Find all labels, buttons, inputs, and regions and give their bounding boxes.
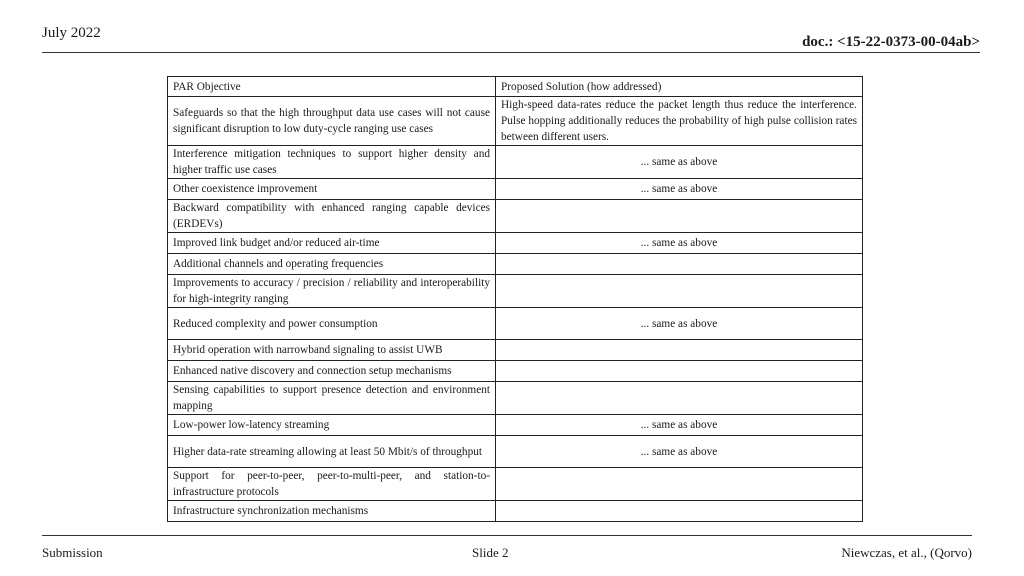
table-row (168, 501, 863, 522)
table-header-row (168, 77, 863, 97)
objective-cell: Additional channels and operating frequencies (168, 254, 496, 275)
solution-cell (496, 468, 863, 501)
solution-cell (496, 361, 863, 382)
solution-cell: ... same as above (496, 308, 863, 340)
table-row (168, 415, 863, 436)
solution-cell: High-speed data-rates reduce the packet length thus reduce the interference. Pulse hopping additionally reduces the probability of high pulse collision rates between different users. (496, 97, 863, 146)
solution-cell: ... same as above (496, 436, 863, 468)
table-row (168, 200, 863, 233)
header-doc-id: doc.: <15-22-0373-00-04ab> (802, 34, 980, 50)
solution-cell (496, 254, 863, 275)
objective-cell: Other coexistence improvement (168, 179, 496, 200)
solution-cell: ... same as above (496, 146, 863, 179)
solution-cell: ... same as above (496, 179, 863, 200)
objective-cell: Improved link budget and/or reduced air-time (168, 233, 496, 254)
table-row (168, 308, 863, 340)
objective-cell: Low-power low-latency streaming (168, 415, 496, 436)
objective-cell: Reduced complexity and power consumption (168, 308, 496, 340)
objective-cell: Sensing capabilities to support presence detection and environment mapping (168, 382, 496, 415)
objective-cell: Enhanced native discovery and connection setup mechanisms (168, 361, 496, 382)
objective-cell: Interference mitigation techniques to support higher density and higher traffic use cases (168, 146, 496, 179)
table-row (168, 382, 863, 415)
objective-cell: Higher data-rate streaming allowing at least 50 Mbit/s of throughput (168, 436, 496, 468)
table-row (168, 146, 863, 179)
footer-authors: Niewczas, et al., (Qorvo) (841, 545, 972, 560)
table-row (168, 361, 863, 382)
solution-cell (496, 200, 863, 233)
header-date: July 2022 (42, 25, 101, 41)
solution-cell (496, 501, 863, 522)
solution-cell (496, 382, 863, 415)
footer-submission: Submission (42, 545, 103, 560)
objective-cell: Infrastructure synchronization mechanisms (168, 501, 496, 522)
solution-cell: ... same as above (496, 415, 863, 436)
footer-divider (42, 535, 972, 536)
header-divider (42, 52, 980, 53)
solution-cell (496, 340, 863, 361)
table-row (168, 436, 863, 468)
table-row (168, 275, 863, 308)
table-row (168, 468, 863, 501)
solution-cell (496, 275, 863, 308)
objective-cell: Backward compatibility with enhanced ranging capable devices (ERDEVs) (168, 200, 496, 233)
objective-cell: Safeguards so that the high throughput data use cases will not cause significant disruption to low duty-cycle ranging use cases (168, 97, 496, 146)
col-header-solution: Proposed Solution (how addressed) (496, 77, 863, 97)
table-row (168, 179, 863, 200)
par-objectives-table (167, 76, 863, 522)
table-row (168, 254, 863, 275)
table-row (168, 97, 863, 146)
table-row (168, 340, 863, 361)
table-row (168, 233, 863, 254)
solution-cell: ... same as above (496, 233, 863, 254)
objective-cell: Hybrid operation with narrowband signaling to assist UWB (168, 340, 496, 361)
objective-cell: Support for peer-to-peer, peer-to-multi-peer, and station-to-infrastructure protocols (168, 468, 496, 501)
objective-cell: Improvements to accuracy / precision / reliability and interoperability for high-integrity ranging (168, 275, 496, 308)
footer-slide-number: Slide 2 (472, 545, 509, 560)
col-header-objective: PAR Objective (168, 77, 496, 97)
